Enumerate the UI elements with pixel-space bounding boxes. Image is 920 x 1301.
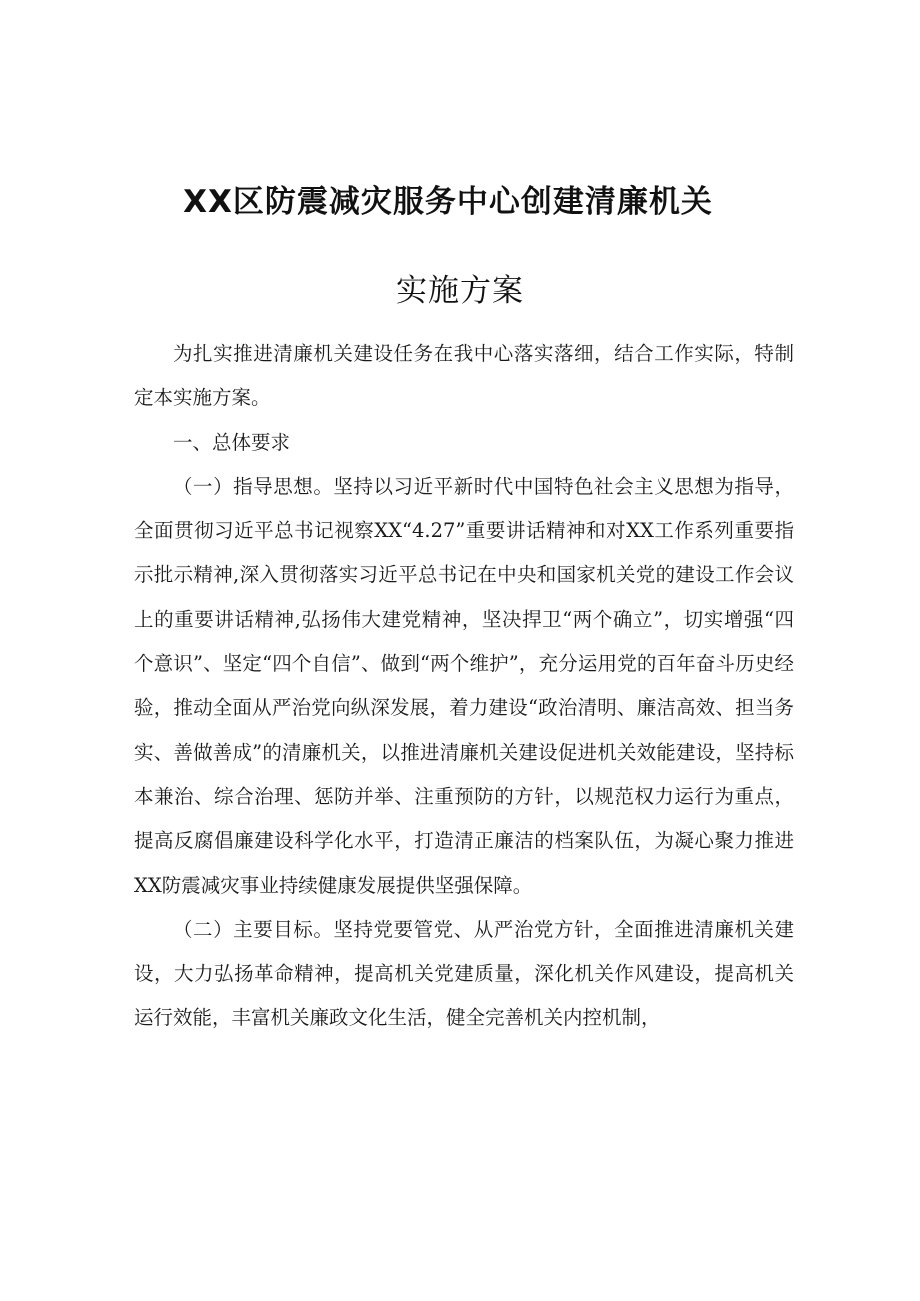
document-body (134, 332, 794, 1041)
document-title: XX区防震减灾服务中心创建清廉机关 (183, 184, 713, 220)
guiding-ideology-paragraph: （一）指导思想。坚持以习近平新时代中国特色社会主义思想为指导，全面贯彻习近平总书记视察XX“4.27”重要讲话精神和对XX工作系列重要指示批示精神,深入贯彻落实习近平总书记在中央和国家机关党的建设工作会议上的重要讲话精神,弘扬伟大建党精神，坚决捍卫“两个确立”，切实增强“四个意识”、坚定“四个自信”、做到“两个维护”，充分运用党的百年奋斗历史经验，推动全面从严治党向纵深发展，着力建设“政治清明、廉洁高效、担当务实、善做善成”的清廉机关，以推进清廉机关建设促进机关效能建设，坚持标本兼治、综合治理、惩防并举、注重预防的方针，以规范权力运行为重点，提高反腐倡廉建设科学化水平，打造清正廉洁的档案队伍，为凝心聚力推进XX防震减灾事业持续健康发展提供坚强保障。 (134, 474, 794, 897)
document-subtitle: 实施方案 (396, 273, 524, 309)
intro-paragraph: 为扎实推进清廉机关建设任务在我中心落实落细，结合工作实际，特制定本实施方案。 (134, 342, 794, 410)
main-objectives-paragraph: （二）主要目标。坚持党要管党、从严治党方针，全面推进清廉机关建设，大力弘扬革命精神，提高机关党建质量，深化机关作风建设，提高机关运行效能，丰富机关廉政文化生活，健全完善机关内控机制， (134, 917, 794, 1030)
section-heading-general-requirements: 一、总体要求 (173, 430, 291, 454)
